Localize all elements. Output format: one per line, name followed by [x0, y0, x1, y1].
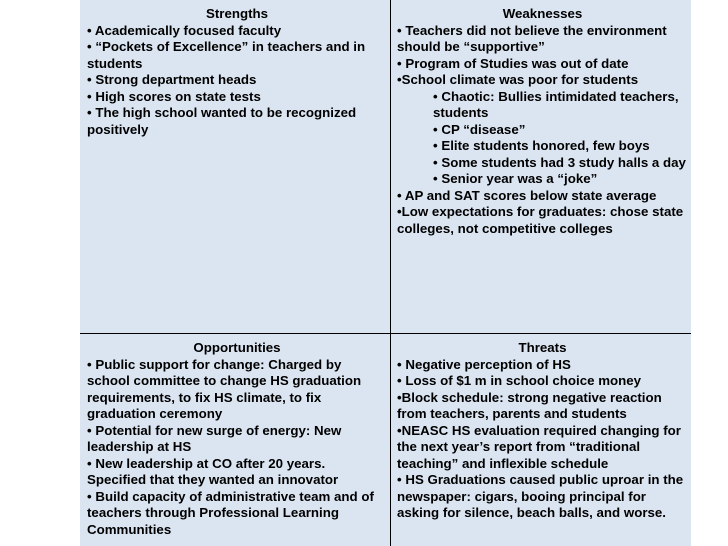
- threats-heading: Threats: [518, 340, 567, 355]
- weakness-sub-item: • CP “disease”: [433, 121, 526, 137]
- opportunities-cell: [80, 334, 391, 546]
- weakness-item: • AP and SAT scores below state average: [397, 187, 657, 203]
- threat-item: • Loss of $1 m in school choice money: [397, 373, 642, 388]
- threat-item: •Block schedule: strong negative reaction from teachers, parents and students: [397, 389, 662, 421]
- strengths-heading: Strengths: [205, 6, 269, 21]
- opportunity-item: • Build capacity of administrative team and of teachers through Professional Learning Communities: [87, 488, 374, 537]
- weakness-item: •School climate was poor for students: [397, 72, 639, 87]
- weaknesses-heading: Weaknesses: [502, 6, 583, 21]
- opportunities-heading: Opportunities: [193, 340, 281, 355]
- strength-item: • “Pockets of Excellence” in teachers and in students: [87, 39, 366, 71]
- strength-item: • Strong department heads: [87, 72, 257, 87]
- threats-cell: [391, 334, 691, 546]
- weakness-sub-item: • Elite students honored, few boys: [433, 138, 650, 153]
- weakness-item: • Program of Studies was out of date: [397, 55, 629, 71]
- strength-item: • High scores on state tests: [87, 88, 261, 104]
- weakness-sub-item: • Chaotic: Bullies intimidated teachers, students: [433, 88, 679, 120]
- strength-item: • Academically focused faculty: [87, 22, 282, 38]
- threat-item: •NEASC HS evaluation required changing for the next year’s report from “traditional teaching” and inflexible schedule: [397, 422, 681, 471]
- opportunity-item: • Public support for change: Charged by school committee to change HS graduation requirements, to fix HS climate, to fix graduation ceremony: [87, 356, 362, 421]
- opportunity-item: • Potential for new surge of energy: New leadership at HS: [87, 422, 342, 454]
- weakness-sub-item: • Senior year was a “joke”: [433, 171, 598, 186]
- threat-item: • HS Graduations caused public uproar in the newspaper: cigars, booing principal for asking for silence, beach balls, and worse.: [397, 472, 684, 520]
- threat-item: • Negative perception of HS: [397, 356, 571, 372]
- strength-item: • The high school wanted to be recognized positively: [87, 105, 357, 137]
- weaknesses-cell: [391, 0, 691, 334]
- right-margin-strip: [689, 0, 728, 546]
- left-margin-strip: [0, 0, 81, 546]
- weakness-item: •Low expectations for graduates: chose state colleges, not competitive colleges: [397, 204, 684, 236]
- swot-table: [80, 0, 691, 546]
- weakness-item: • Teachers did not believe the environment should be “supportive”: [397, 22, 667, 54]
- opportunity-item: • New leadership at CO after 20 years. Specified that they wanted an innovator: [87, 455, 339, 487]
- strengths-cell: [80, 0, 391, 334]
- weakness-sub-item: • Some students had 3 study halls a day: [433, 154, 686, 170]
